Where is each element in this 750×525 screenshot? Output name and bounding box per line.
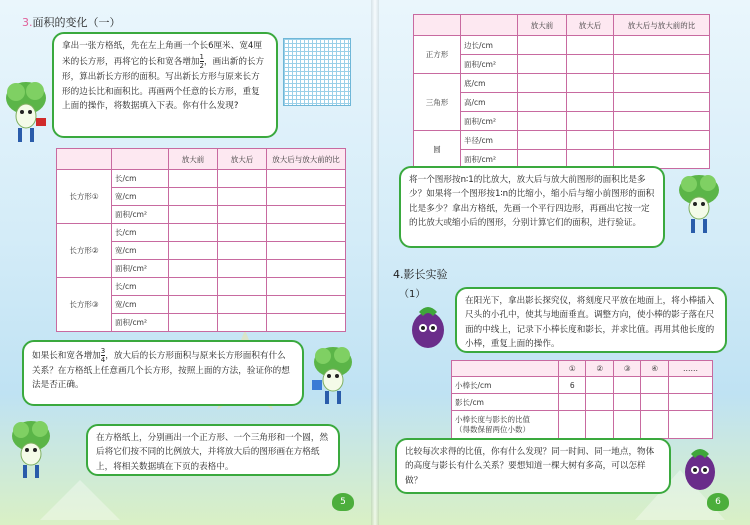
table-header-cell [414, 15, 461, 36]
row-label: 面积/cm² [461, 55, 518, 74]
empty-cell[interactable] [668, 377, 712, 394]
fraction-three-quarters: $\frac{3}{4}$ [100, 347, 106, 364]
empty-cell[interactable] [518, 36, 567, 55]
empty-cell[interactable] [518, 55, 567, 74]
empty-cell[interactable] [267, 314, 346, 332]
empty-cell[interactable] [641, 377, 668, 394]
empty-cell[interactable] [614, 74, 710, 93]
row-label: 宽/cm [112, 296, 169, 314]
rectangle-data-table [56, 148, 346, 332]
row-label: 面积/cm² [112, 206, 169, 224]
table-header-cell: 放大后 [567, 15, 614, 36]
empty-cell[interactable] [559, 394, 586, 411]
cabbage-character-icon [675, 172, 723, 240]
empty-cell[interactable] [267, 206, 346, 224]
empty-cell[interactable] [613, 377, 640, 394]
empty-cell[interactable] [218, 224, 267, 242]
empty-cell[interactable] [169, 206, 218, 224]
empty-cell[interactable] [613, 394, 640, 411]
empty-cell[interactable] [267, 242, 346, 260]
row-label: 宽/cm [112, 188, 169, 206]
row-label: 底/cm [461, 74, 518, 93]
empty-cell[interactable] [218, 278, 267, 296]
group-label: 长方形② [57, 224, 112, 278]
book-spine [371, 0, 379, 525]
empty-cell[interactable] [267, 188, 346, 206]
row-label: 面积/cm² [461, 112, 518, 131]
empty-cell[interactable] [559, 411, 586, 439]
eggplant-character-icon [679, 440, 721, 494]
empty-cell[interactable] [518, 131, 567, 150]
right-page [375, 0, 750, 525]
empty-cell[interactable] [641, 394, 668, 411]
shapes-data-table [413, 14, 710, 169]
shadow-experiment-box: 在阳光下，拿出影长探究仪，将刻度尺平放在地面上，将小棒插入尺头的小孔中，使其与地面垂直。调整方向，使小棒的影子落在尺面的中线上，记录下小棒长度和影长，并求比值。再用其他长度的小棒，重复上面的操作。 [455, 287, 727, 353]
table-header-cell [112, 149, 169, 170]
eggplant-character-icon [405, 300, 451, 350]
empty-cell[interactable] [641, 411, 668, 439]
table-header-cell: 放大后与放大前的比 [267, 149, 346, 170]
empty-cell[interactable] [267, 224, 346, 242]
question-area-box: 如果长和宽各增加 $\frac{3}{4}$ ，放大后的长方形面积与原来长方形面积有什么关系？在方格纸上任意画几个长方形，按照上面的方法，验证你的想法是否正确。 [22, 340, 304, 406]
table-header-cell: ④ [641, 361, 668, 377]
group-label: 长方形③ [57, 278, 112, 332]
empty-cell[interactable] [218, 296, 267, 314]
intro-instruction-box: 拿出一张方格纸，先在左上角画一个长6厘米、宽4厘米的长方形，再将它的长和宽各增加 $\frac{1}{2}$ ，画出新的长方形，算出新长方形的面积。写出新长方形与原来长方形的边长比和面积比。再画两个任意的长方形，重复上面的操作，将数据填入下表。你有什么发现? [52, 32, 278, 138]
empty-cell[interactable] [614, 112, 710, 131]
empty-cell[interactable] [218, 260, 267, 278]
empty-cell[interactable] [218, 188, 267, 206]
row-label: 小棒长度与影长的比值 （得数保留两位小数） [452, 411, 559, 439]
row-label: 面积/cm² [461, 150, 518, 169]
empty-cell[interactable] [169, 260, 218, 278]
empty-cell[interactable] [668, 411, 712, 439]
empty-cell[interactable] [614, 36, 710, 55]
group-label: 圆 [414, 131, 461, 169]
table-header-cell: ② [586, 361, 613, 377]
table-header-cell: 放大前 [169, 149, 218, 170]
group-label: 三角形 [414, 74, 461, 131]
empty-cell[interactable] [614, 131, 710, 150]
empty-cell[interactable] [267, 278, 346, 296]
row-label: 长/cm [112, 170, 169, 188]
page-number: 5 [332, 493, 354, 511]
empty-cell[interactable] [567, 55, 614, 74]
shadow-data-table [451, 360, 713, 439]
row-label: 边长/cm [461, 36, 518, 55]
scaling-question-box: 将一个图形按n∶1的比放大，放大后与放大前图形的面积比是多少？如果将一个图形按1∶n的比缩小，缩小后与缩小前图形的面积比是多少？拿出方格纸，先画一个平行四边形，再画出它按一定的比放大或缩小后的图形，分别计算它们的面积，进行验证。 [399, 166, 665, 248]
empty-cell[interactable] [169, 224, 218, 242]
empty-cell[interactable] [518, 74, 567, 93]
table-header-cell [452, 361, 559, 377]
empty-cell[interactable] [518, 112, 567, 131]
conclusion-question-box: 比较每次求得的比值，你有什么发现？同一时间、同一地点，物体的高度与影长有什么关系？要想知道一棵大树有多高，可以怎样做？ [395, 438, 671, 494]
empty-cell[interactable] [586, 394, 613, 411]
empty-cell[interactable] [218, 242, 267, 260]
empty-cell[interactable] [586, 411, 613, 439]
empty-cell[interactable] [169, 278, 218, 296]
page-number: 6 [707, 493, 729, 511]
empty-cell[interactable] [218, 314, 267, 332]
empty-cell[interactable] [614, 55, 710, 74]
empty-cell[interactable] [668, 394, 712, 411]
fraction-half: $\frac{1}{2}$ [199, 53, 204, 71]
row-label: 半径/cm [461, 131, 518, 150]
empty-cell[interactable] [267, 170, 346, 188]
row-label: 长/cm [112, 224, 169, 242]
group-label: 长方形① [57, 170, 112, 224]
row-label: 影长/cm [452, 394, 559, 411]
empty-cell[interactable] [169, 296, 218, 314]
table-header-cell: 放大前 [518, 15, 567, 36]
table-header-cell: …… [668, 361, 712, 377]
row-label: 宽/cm [112, 242, 169, 260]
empty-cell[interactable] [567, 112, 614, 131]
section-heading: 4.影长实验 [393, 268, 448, 281]
empty-cell[interactable] [586, 377, 613, 394]
row-label: 面积/cm² [112, 260, 169, 278]
table-header-cell: ③ [613, 361, 640, 377]
table-header-cell: 放大后与放大前的比 [614, 15, 710, 36]
cabbage-character-icon [2, 78, 50, 148]
shapes-task-box: 在方格纸上，分别画出一个正方形、一个三角形和一个圆，然后将它们按不同的比例放大，并将放大后的图形画在方格纸上，将相关数据填在下页的表格中。 [86, 424, 340, 476]
empty-cell[interactable] [218, 206, 267, 224]
row-label: 长/cm [112, 278, 169, 296]
table-header-cell [57, 149, 112, 170]
empty-cell[interactable] [567, 74, 614, 93]
empty-cell[interactable] [613, 411, 640, 439]
empty-cell[interactable] [567, 93, 614, 112]
value-cell[interactable]: 6 [559, 377, 586, 394]
triangle-decoration [40, 480, 120, 520]
sub-label: （1） [399, 289, 426, 300]
section-heading: 3.面积的变化（一） [22, 16, 121, 29]
empty-cell[interactable] [614, 93, 710, 112]
empty-cell[interactable] [267, 296, 346, 314]
empty-cell[interactable] [267, 260, 346, 278]
row-label: 面积/cm² [112, 314, 169, 332]
empty-cell[interactable] [169, 170, 218, 188]
row-label: 小棒长/cm [452, 377, 559, 394]
row-label: 高/cm [461, 93, 518, 112]
table-header-cell: ① [559, 361, 586, 377]
empty-cell[interactable] [169, 242, 218, 260]
empty-cell[interactable] [218, 170, 267, 188]
empty-cell[interactable] [518, 93, 567, 112]
group-label: 正方形 [414, 36, 461, 74]
cabbage-character-icon [8, 418, 54, 484]
table-header-cell: 放大后 [218, 149, 267, 170]
graph-paper-icon [283, 38, 351, 106]
empty-cell[interactable] [169, 188, 218, 206]
table-header-cell [461, 15, 518, 36]
cabbage-character-icon [310, 344, 356, 410]
empty-cell[interactable] [567, 36, 614, 55]
empty-cell[interactable] [567, 131, 614, 150]
empty-cell[interactable] [169, 314, 218, 332]
